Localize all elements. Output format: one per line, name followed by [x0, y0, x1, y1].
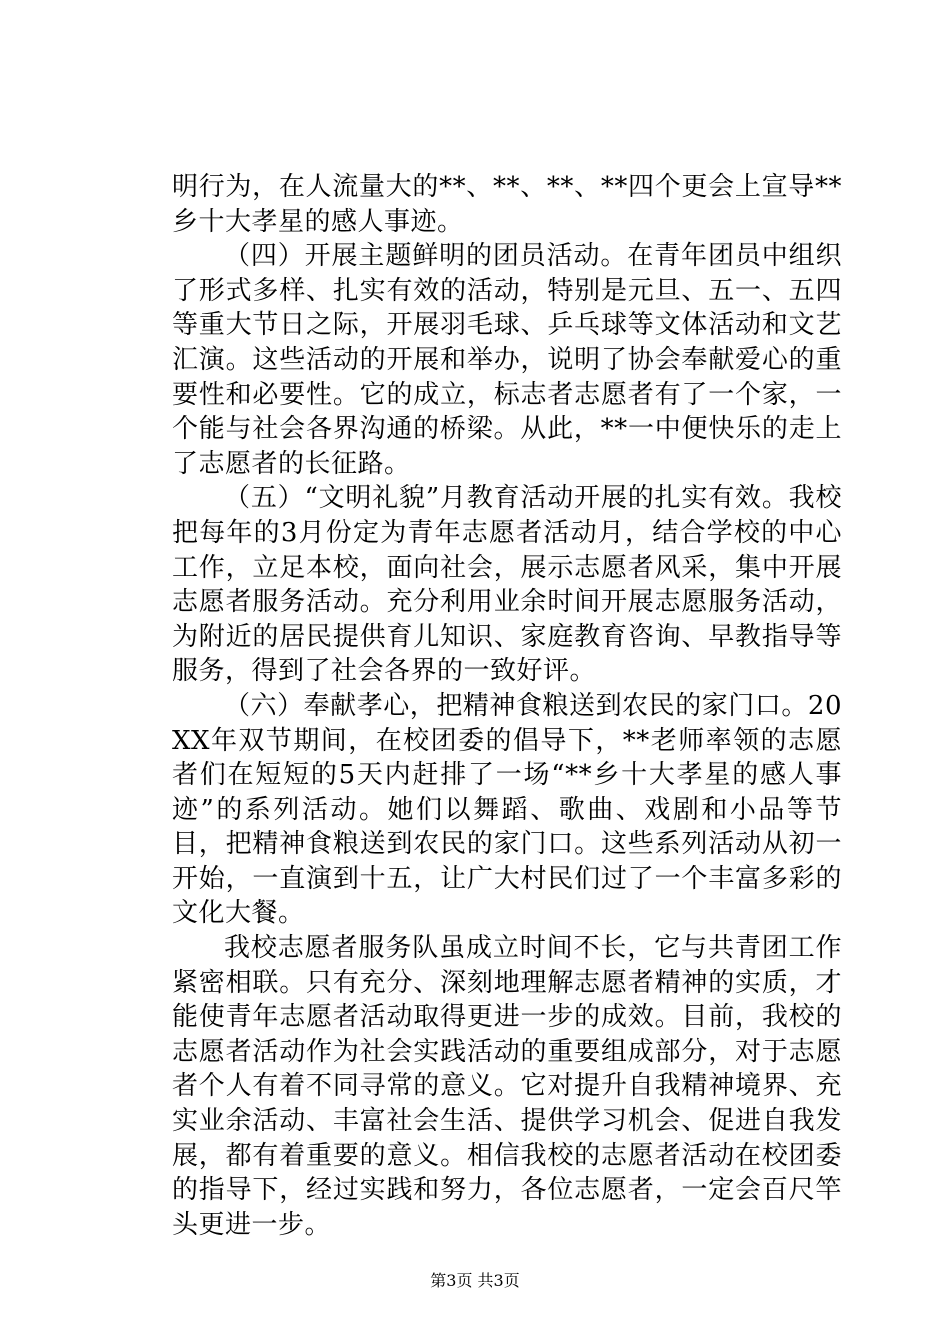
paragraph-section-6: （六）奉献孝心，把精神食粮送到农民的家门口。20XX年双节期间，在校团委的倡导下，**老师率领的志愿者们在短短的5天内赶排了一场“**乡十大孝星的感人事迹”的系列活动。她们以舞蹈、歌曲、戏剧和小品等节目，把精神食粮送到农民的家门口。这些系列活动从初一开始，一直演到十五，让广大村民们过了一个丰富多彩的文化大餐。 — [172, 690, 842, 929]
paragraph-conclusion: 我校志愿者服务队虽成立时间不长，它与共青团工作紧密相联。只有充分、深刻地理解志愿者精神的实质，才能使青年志愿者活动取得更进一步的成效。目前，我校的志愿者活动作为社会实践活动的重要组成部分，对于志愿者个人有着不同寻常的意义。它对提升自我精神境界、充实业余活动、丰富社会生活、提供学习机会、促进自我发展，都有着重要的意义。相信我校的志愿者活动在校团委的指导下，经过实践和努力，各位志愿者，一定会百尺竿头更进一步。 — [172, 933, 842, 1240]
paragraph-section-4: （四）开展主题鲜明的团员活动。在青年团员中组织了形式多样、扎实有效的活动，特别是元旦、五一、五四等重大节日之际，开展羽毛球、乒乓球等文体活动和文艺汇演。这些活动的开展和举办，说明了协会奉献爱心的重要性和必要性。它的成立，标志者志愿者有了一个家，一个能与社会各界沟通的桥梁。从此，**一中便快乐的走上了志愿者的长征路。 — [172, 241, 842, 479]
document-body — [172, 170, 842, 1242]
paragraph-continuation: 明行为，在人流量大的**、**、**、**四个更会上宣导**乡十大孝星的感人事迹。 — [172, 172, 842, 237]
page-footer: 第3页 共3页 — [430, 1271, 520, 1290]
paragraph-section-5: （五）“文明礼貌”月教育活动开展的扎实有效。我校把每年的3月份定为青年志愿者活动月，结合学校的中心工作，立足本校，面向社会，展示志愿者风采，集中开展志愿者服务活动。充分利用业余时间开展志愿服务活动，为附近的居民提供育儿知识、家庭教育咨询、早教指导等服务，得到了社会各界的一致好评。 — [172, 483, 842, 687]
